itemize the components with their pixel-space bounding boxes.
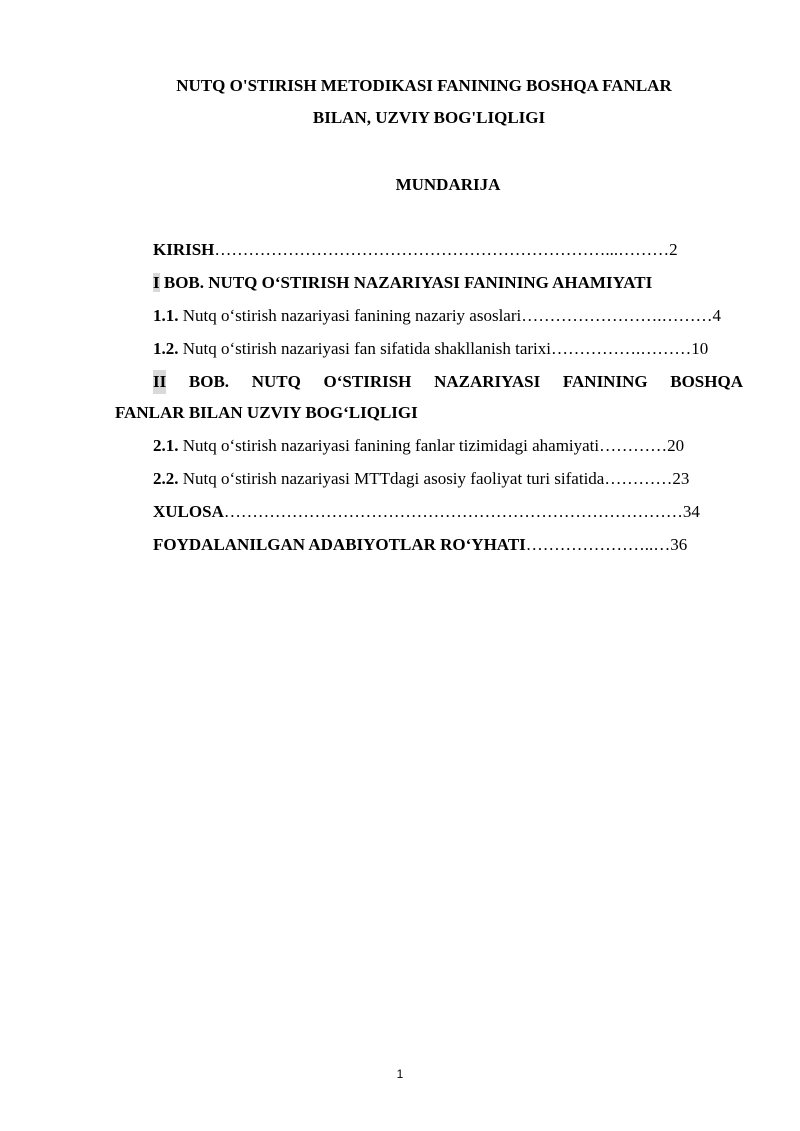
toc-entry-chapter2-continued: FANLAR BILAN UZVIY BOG‘LIQLIGI — [115, 403, 418, 422]
toc-entry-kirish — [153, 238, 743, 262]
toc-leader-dots: ………… — [604, 469, 673, 488]
chapter-roman-numeral: II — [153, 370, 166, 394]
toc-page-number: 10 — [691, 339, 709, 358]
chapter-word: BOB. — [188, 372, 230, 391]
toc-leader-dots: …………………….……… — [521, 306, 713, 325]
toc-page-number: 4 — [712, 306, 721, 325]
section-number: 2.1. — [153, 436, 179, 455]
toc-label: KIRISH — [153, 240, 215, 259]
toc-leader-dots: ……………………………………………………………………… — [223, 502, 683, 521]
toc-entry-1-1 — [153, 304, 743, 328]
toc-entry-chapter2 — [153, 370, 743, 394]
toc-entry-adabiyotlar — [153, 533, 743, 557]
toc-page-number: 34 — [682, 502, 700, 521]
toc-label: FOYDALANILGAN ADABIYOTLAR RO‘YHATI — [153, 535, 526, 554]
chapter-roman-numeral: I — [153, 273, 160, 292]
toc-leader-dots: ………… — [599, 436, 668, 455]
toc-label: Nutq o‘stirish nazariyasi fanining nazariy asoslari — [178, 306, 522, 325]
page-number: 1 — [396, 1067, 404, 1081]
toc-label: Nutq o‘stirish nazariyasi fan sifatida shakllanish tarixi — [178, 339, 551, 358]
toc-page-number: 23 — [672, 469, 690, 488]
chapter-word: FANINING — [562, 372, 648, 391]
chapter-word: NAZARIYASI — [434, 372, 541, 391]
toc-leader-dots: …………….……… — [551, 339, 692, 358]
chapter-word: BOSHQA — [670, 372, 743, 391]
toc-page-number: 20 — [667, 436, 685, 455]
toc-label: Nutq o‘stirish nazariyasi MTTdagi asosiy faoliyat turi sifatida — [178, 469, 605, 488]
toc-label: Nutq o‘stirish nazariyasi fanining fanlar tizimidagi ahamiyati — [178, 436, 600, 455]
toc-leader-dots: ……………………………………………………………...……… — [214, 240, 670, 259]
toc-page-number: 36 — [670, 535, 688, 554]
toc-label: BOB. NUTQ O‘STIRISH NAZARIYASI FANINING AHAMIYATI — [159, 273, 653, 292]
toc-entry-xulosa — [153, 500, 743, 524]
contents-heading: MUNDARIJA — [395, 175, 501, 194]
document-title-line1: NUTQ O'STIRISH METODIKASI FANINING BOSHQA FANLAR — [176, 76, 672, 95]
toc-leader-dots: …………………..… — [525, 535, 671, 554]
section-number: 2.2. — [153, 469, 179, 488]
document-title-line2: BILAN, UZVIY BOG'LIQLIGI — [312, 108, 546, 127]
section-number: 1.1. — [153, 306, 179, 325]
chapter-word: NUTQ — [251, 372, 301, 391]
toc-entry-2-1 — [153, 434, 743, 458]
toc-entry-1-2 — [153, 337, 743, 361]
toc-page-number: 2 — [669, 240, 678, 259]
toc-entry-chapter1 — [153, 271, 743, 295]
chapter-word: O‘STIRISH — [323, 372, 412, 391]
section-number: 1.2. — [153, 339, 179, 358]
toc-label: XULOSA — [153, 502, 224, 521]
toc-entry-2-2 — [153, 467, 743, 491]
